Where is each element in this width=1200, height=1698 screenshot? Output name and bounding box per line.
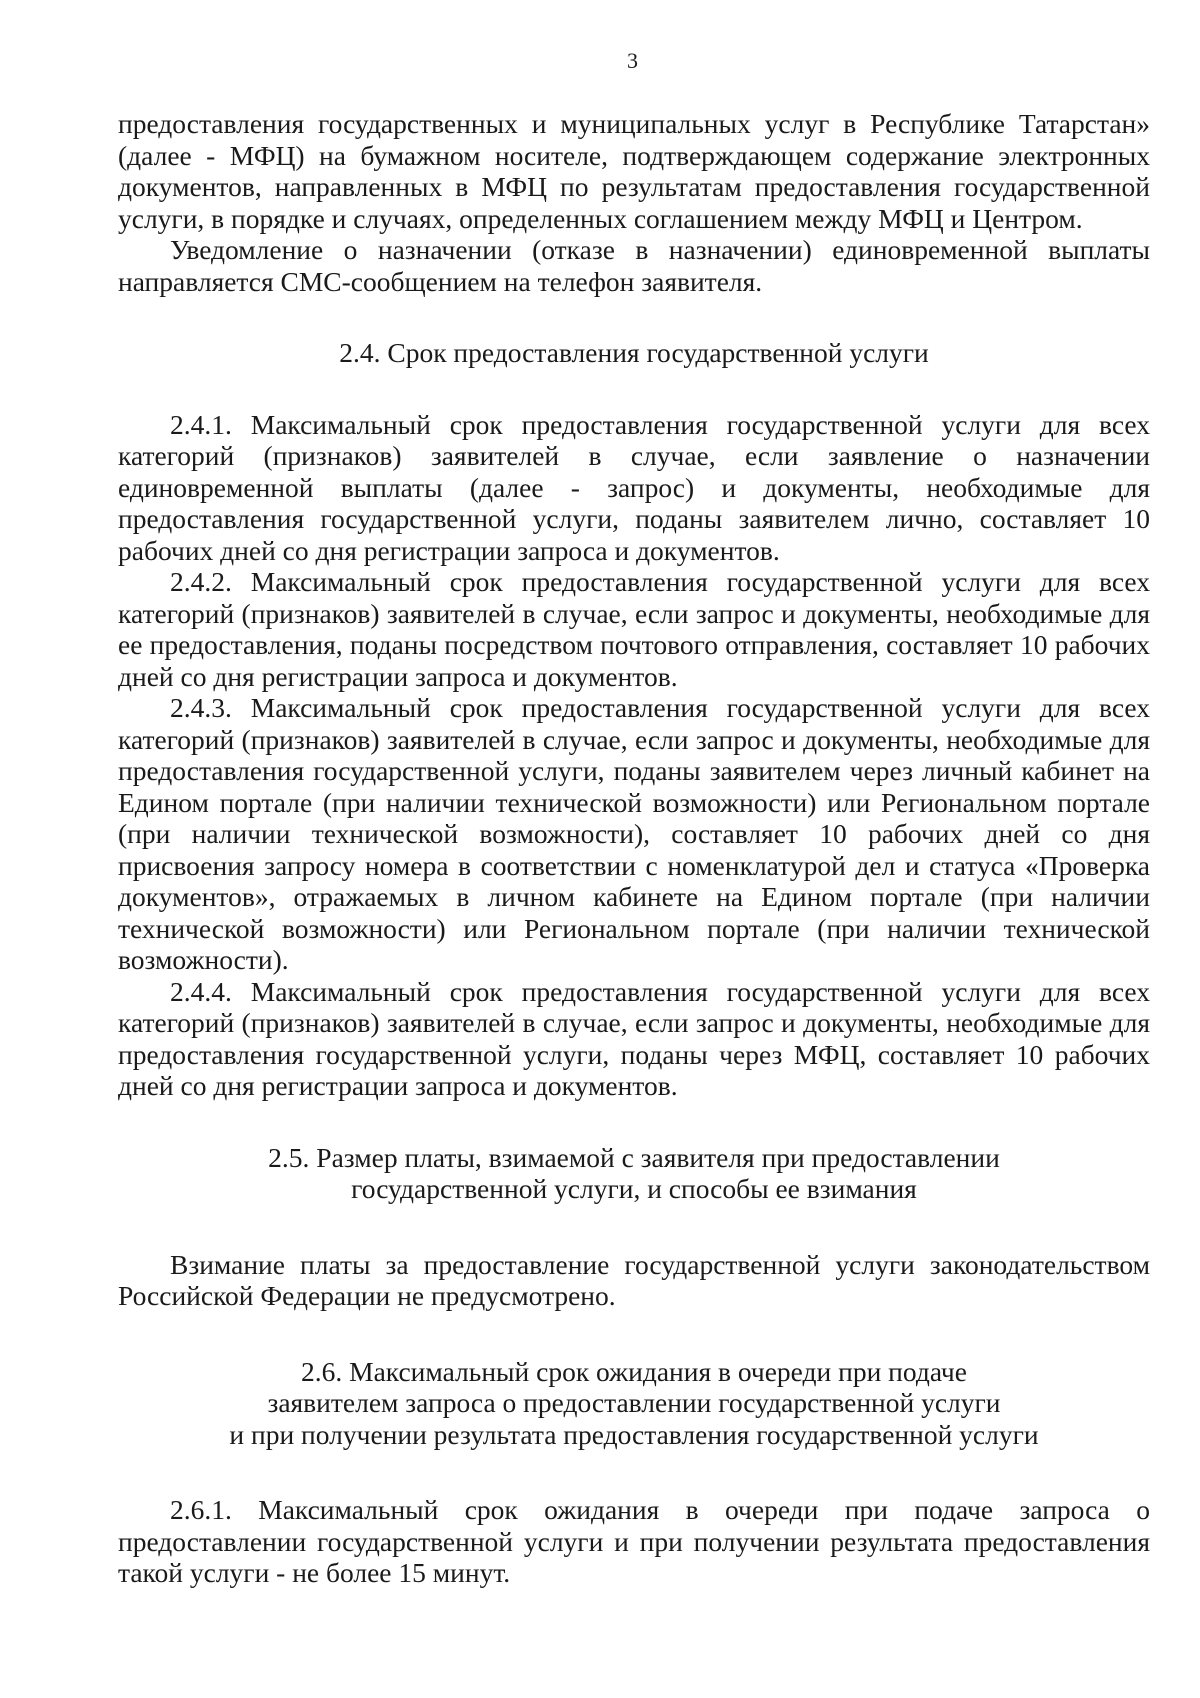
paragraph-2-5: Взимание платы за предоставление государственной услуги законодательством Российской Федерации не предусмотрено. xyxy=(118,1248,1150,1311)
section-heading-2-6 xyxy=(118,1356,1150,1451)
paragraph-2-6-1: 2.6.1. Максимальный срок ожидания в очереди при подаче запроса о предоставлении государственной услуги и при получении результата предоставления такой услуги - не более 15 минут. xyxy=(118,1494,1150,1588)
section-heading-2-5-line-2: государственной услуги, и способы ее взимания xyxy=(351,1173,917,1204)
paragraph-2-4-3: 2.4.3. Максимальный срок предоставления государственной услуги для всех категорий (признаков) заявителей в случае, если запрос и документы, необходимые для предоставления государственной услуги, поданы заявителем через личный кабинет на Едином портале (при наличии технической возможности) или Региональном портале (при наличии технической возможности), составляет 10 рабочих дней со дня присвоения запросу номера в соответствии с номенклатурой дел и статуса «Проверка документов», отражаемых в личном кабинете на Едином портале (при наличии технической возможности) или Региональном портале (при наличии технической возможности). xyxy=(118,692,1150,975)
document-body xyxy=(118,108,1150,1589)
section-heading-2-6-line-3: и при получении результата предоставления государственной услуги xyxy=(229,1418,1039,1450)
section-heading-2-6-line-1: 2.6. Максимальный срок ожидания в очереди при подаче xyxy=(301,1355,967,1387)
paragraph-2-4-4: 2.4.4. Максимальный срок предоставления государственной услуги для всех категорий (признаков) заявителей в случае, если запрос и документы, необходимые для предоставления государственной услуги, поданы через МФЦ, составляет 10 рабочих дней со дня регистрации запроса и документов. xyxy=(118,975,1150,1101)
section-heading-2-5-line-1: 2.5. Размер платы, взимаемой с заявителя при предоставлении xyxy=(268,1141,1000,1173)
page-number: 3 xyxy=(627,48,638,73)
section-heading-2-4: 2.4. Срок предоставления государственной услуги xyxy=(339,337,929,368)
section-heading-2-5 xyxy=(118,1142,1150,1205)
paragraph-2-4-2: 2.4.2. Максимальный срок предоставления государственной услуги для всех категорий (признаков) заявителей в случае, если запрос и документы, необходимые для ее предоставления, поданы посредством почтового отправления, составляет 10 рабочих дней со дня регистрации запроса и документов. xyxy=(118,566,1150,692)
section-heading-2-6-line-2: заявителем запроса о предоставлении государственной услуги xyxy=(267,1387,1001,1418)
paragraph-2-4-1: 2.4.1. Максимальный срок предоставления государственной услуги для всех категорий (признаков) заявителей в случае, если заявление о назначении единовременной выплаты (далее - запрос) и документы, необходимые для предоставления государственной услуги, поданы заявителем лично, составляет 10 рабочих дней со дня регистрации запроса и документов. xyxy=(118,408,1150,566)
paragraph-intro: предоставления государственных и муниципальных услуг в Республике Татарстан» (далее - МФЦ) на бумажном носителе, подтверждающем содержание электронных документов, направленных в МФЦ по результатам предоставления государственной услуги, в порядке и случаях, определенных соглашением между МФЦ и Центром. xyxy=(118,108,1150,234)
paragraph-notice: Уведомление о назначении (отказе в назначении) единовременной выплаты направляется СМС-сообщением на телефон заявителя. xyxy=(118,234,1150,297)
